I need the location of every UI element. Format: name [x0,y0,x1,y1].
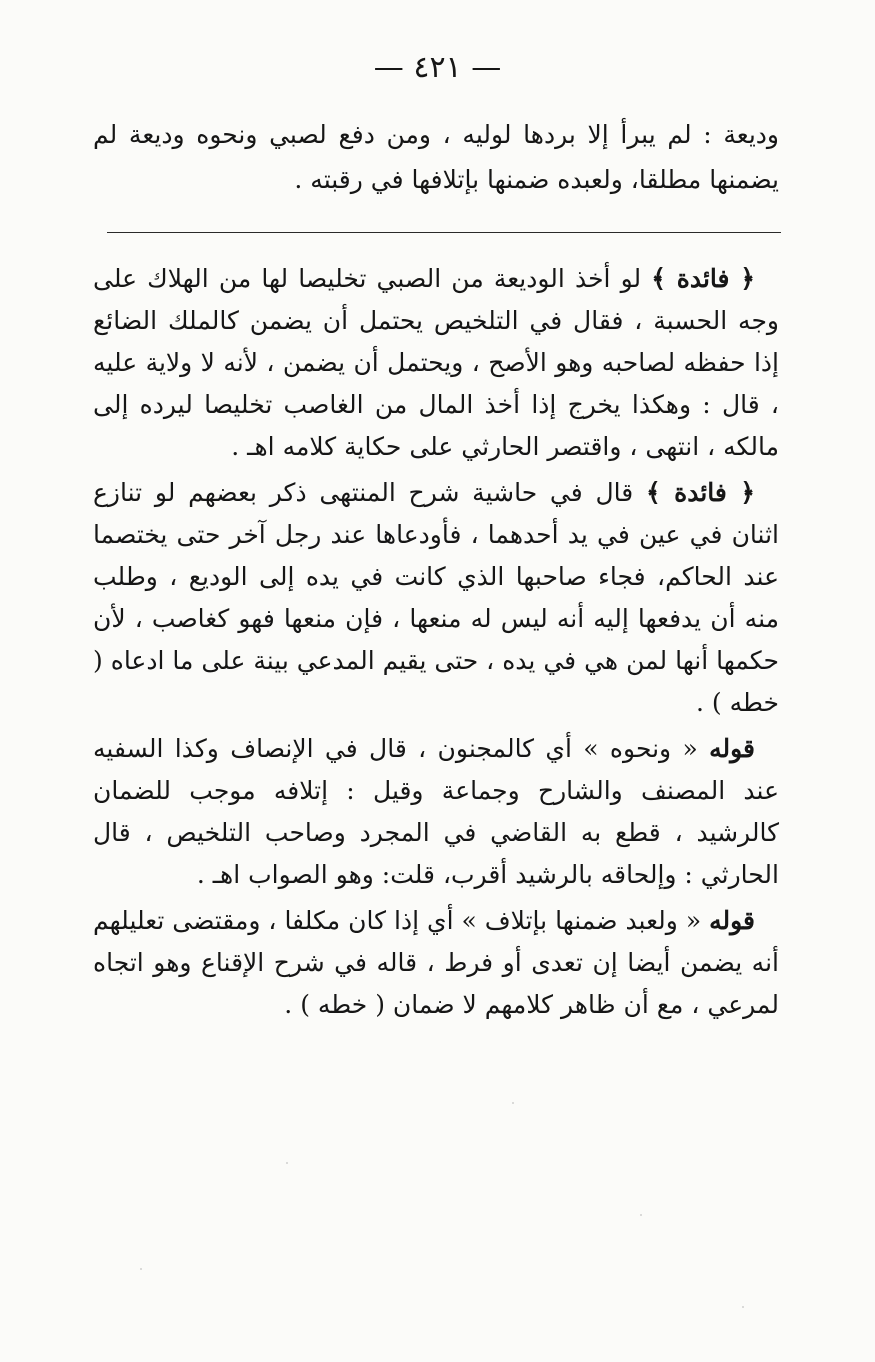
paper-speck [742,1306,744,1308]
paragraph-heading: قوله [709,734,756,763]
main-text [93,112,779,202]
paragraph-heading: ﴿ فائدة ﴾ [645,478,756,507]
commentary-paragraph [93,258,779,468]
paper-speck [286,1162,288,1164]
paper-speck [512,1102,514,1104]
commentary-paragraph [93,728,779,896]
footnote-divider [107,232,781,233]
paper-speck [140,1268,142,1270]
main-text-paragraph: وديعة : لم يبرأ إلا بردها لوليه ، ومن دفع لصبي ونحوه وديعة لم يضمنها مطلقا، ولعبده ضمنها بإتلافها في رقبته . [93,120,779,194]
commentary-block [93,258,779,1030]
paper-speck [640,1214,642,1216]
page-number: — ٤٢١ — [373,50,502,85]
paragraph-text: « ولعبد ضمنها بإتلاف » أي إذا كان مكلفا ، ومقتضى تعليلهم أنه يضمن أيضا إن تعدى أو فرط ، قاله في شرح الإقناع وهو اتجاه لمرعي ، مع أن ظاهر كلامهم لا ضمان ( خطه ) . [93,906,779,1019]
commentary-paragraph [93,900,779,1026]
paragraph-heading: قوله [709,906,756,935]
commentary-paragraph [93,472,779,724]
paragraph-text: قال في حاشية شرح المنتهى ذكر بعضهم لو تنازع اثنان في عين في يد أحدهما ، فأودعاها عند رجل آخر حتى يختصما عند الحاكم، فجاء صاحبها الذي كانت في يده إلى الوديع ، وطلب منه أن يدفعها إليه أنه ليس له منعها ، فإن منعها فهو كغاصب ، لأن حكمها أنها لمن هي في يده ، حتى يقيم المدعي بينة على ما ادعاه ( خطه ) . [93,478,779,717]
paragraph-text: لو أخذ الوديعة من الصبي تخليصا لها من الهلاك على وجه الحسبة ، فقال في التلخيص يحتمل أن يضمن كالملك الضائع إذا حفظه لصاحبه وهو الأصح ، ويحتمل أن يضمن ، لأنه لا ولاية عليه ، قال : وهكذا يخرج إذا أخذ المال من الغاصب تخليصا ليرده إلى مالكه ، انتهى ، واقتصر الحارثي على حكاية كلامه اهـ . [93,264,779,461]
paragraph-heading: ﴿ فائدة ﴾ [651,264,756,293]
paragraph-text: « ونحوه » أي كالمجنون ، قال في الإنصاف وكذا السفيه عند المصنف والشارح وجماعة وقيل : إتلافه موجب للضمان كالرشيد ، قطع به القاضي في المجرد وصاحب التلخيص ، قال الحارثي : وإلحاقه بالرشيد أقرب، قلت: وهو الصواب اهـ . [93,734,779,889]
